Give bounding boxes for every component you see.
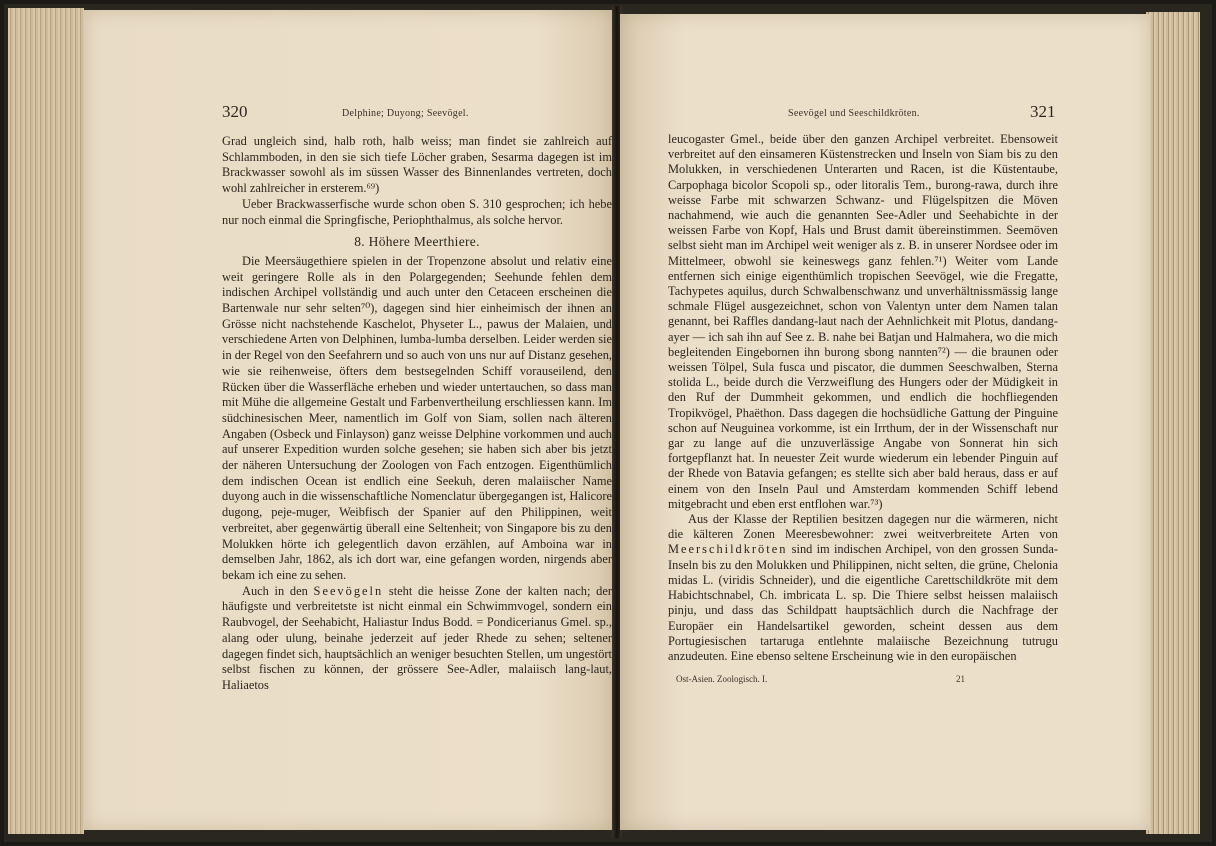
spaced-term-meerschildkroeten: Meerschildkröten <box>668 542 788 557</box>
spaced-term-seevoegeln: Seevögeln <box>313 583 384 598</box>
right-page-edges <box>1146 12 1200 834</box>
right-paragraph-1: leucogaster Gmel., beide über den ganzen Archipel verbreitet. Ebensoweit verbreitet auf den einsameren Küstenstrecken und Inseln von Siam bis zu den Molukken, in verschiedenen Unterarten und Racen, ist die Küstentaube, Carpophaga bicolor Scopoli sp., oder litoralis Tem., burong-rawa, durch ihre weisse Farbe mit schwarzen Schwanz- und Flügelspitzen die Möven nachahmend, wie auch die genannten See-Adler und Seehabichte in der weissen Farbe von Kopf, Hals und Brust damit übereinstimmen. Seemöven selbst sieht man im Archipel weit weniger als z. B. in unserer Nordsee oder im Mittelmeer, obwohl sie keineswegs ganz fehlen.⁷¹) Weiter vom Lande entfernen sich einige eigenthümlich tropischen Seevögel, wie die Fregatte, Tachypetes aquilus, durch Schwalbenschwanz und unverhältnissmässig lange schmale Flügel ausgezeichnet, schon von Valentyn unter dem Namen talan genannt, bei Raffles dandang-laut nach der Aehnlichkeit mit Plotus, dandang-ayer — ich sah ihn auf See z. B. nahe bei Batjan und Halmahera, wo die mich begleitenden Eingebornen ihn burong sbong nannten⁷²) — die braunen oder weissen Tölpel, Sula fusca und piscator, die dummen Seeschwalben, Sterna stolida L., beide durch die Verzweiflung des Hungers oder der Müdigkeit in den Ruf der Dummheit gekommen, und endlich die hochfliegenden Tropikvögel, Phaëthon. Dass dagegen die hochsüdliche Gattung der Pinguine schon auf Neuguinea vorkomme, ist ein Irrthum, der in der Wissenschaft nur gar zu lange auf die unzuverlässige Angabe von Sonnerat hin sich fortgepflanzt hat. In neuester Zeit wurde wiederum ein lebender Pinguin auf der Rhede von Batavia gefangen; es stellte sich aber bald heraus, dass er auf einem von den Inseln Paul und Amsterdam kommenden Schiff lebend mitgebracht und eben erst entflohen war.⁷³) <box>668 132 1058 511</box>
left-running-head <box>222 102 642 126</box>
right-paragraph-2-end: sind im indischen Archipel, von den grossen Sunda-Inseln bis zu den Molukken und Philippinen, nicht selten, die grüne, Chelonia midas L. (viridis Schneider), und die eigentliche Carettschildkröte mit dem Habichtschnabel, Ch. imbricata L. sp. Die Thiere selbst heissen malaiisch pinju, und dass das Schildpatt hauptsächlich durch die Nachfrage der Europäer ein Handelsartikel geworden, scheint dessen aus dem Portugiesischen tartaruga entlehnte malaiische Bezeichnung tutrugu anzudeuten. Eine ebenso seltene Erscheinung wie in den europäischen <box>668 542 1058 663</box>
left-paragraph-2: Ueber Brackwasserfische wurde schon oben S. 310 gesprochen; ich hebe nur noch einmal die Springfische, Periophthalmus, als solche hervor. <box>222 196 612 227</box>
right-page <box>620 14 1150 830</box>
left-paragraph-4 <box>222 584 612 694</box>
footer-signature: Ost-Asien. Zoologisch. I. <box>676 674 768 684</box>
footer-sheet-number: 21 <box>956 674 965 684</box>
right-paragraph-2 <box>668 512 1058 664</box>
right-text-block <box>668 132 1058 664</box>
right-paragraph-2-start: Aus der Klasse der Reptilien besitzen dagegen nur die wärmeren, nicht die kälteren Zonen Meeresbewohner: zwei weitverbreitete Arten von <box>668 512 1058 542</box>
left-page <box>84 10 614 830</box>
right-page-number: 321 <box>1030 102 1056 121</box>
left-running-title: Delphine; Duyong; Seevögel. <box>342 108 469 119</box>
right-running-title: Seevögel und Seeschildkröten. <box>788 108 920 119</box>
left-page-edges <box>8 8 84 834</box>
left-paragraph-1: Grad ungleich sind, halb roth, halb weiss; man findet sie zahlreich auf Schlammboden, in den sie sich tiefe Löcher graben, Sesarma dagegen ist im Brackwasser sowohl als im süssen Wasser des Binnenlandes vertreten, doch wohl zahlreicher in ersterem.⁶⁹) <box>222 134 612 196</box>
left-paragraph-4-start: Auch in den <box>242 583 314 598</box>
right-footer <box>676 674 1066 684</box>
left-paragraph-4-end: steht die heisse Zone der kalten nach; der häufigste und verbreitetste ist nicht einmal ein Schwimmvogel, sondern ein Raubvogel, der Seehabicht, Haliastur Indus Bodd. = Pondicerianus Gmel. sp., alang oder ulung, beinahe jederzeit auf jeder Rhede zu sehen; seltener dagegen findet sich, hauptsächlich an weniger besuchten Stellen, um ungestört selbst fischen zu können, der grössere See-Adler, malaiisch lang-laut, Haliaetos <box>222 583 612 692</box>
right-running-head <box>668 102 1088 126</box>
left-page-number: 320 <box>222 102 248 121</box>
section-heading: 8. Höhere Meerthiere. <box>354 234 480 250</box>
left-text-block <box>222 134 612 694</box>
left-paragraph-3: Die Meersäugethiere spielen in der Tropenzone absolut und relativ eine weit geringere Rolle als in den Polargegenden; Seehunde fehlen dem indischen Archipel vollständig und auch unter den Cetaceen erscheinen die Bartenwale nur sehr selten⁷⁰), dagegen sind hier einheimisch der ihnen an Grösse nicht nachstehende Kaschelot, Physeter L., pawus der Malaien, und verschiedene Arten von Delphinen, lumba-lumba derselben. Leider werden sie in der Regel von den Seefahrern und so auch von uns nur auf Distanz gesehen, wie sie reihenweise, öfters dem bestsegelnden Schiff vorauseilend, den Rücken über die Wasserfläche erheben und wieder untertauchen, so dass man mit Mühe die allgemeine Gestalt und Farbenvertheilung erschliessen kann. Im südchinesischen Meer, namentlich im Golf von Siam, sollen nach älteren Angaben (Osbeck und Finlayson) ganz weisse Delphine vorkommen und auch auf unserer Expedition wurden solche gesehen; sie haben sich aber bis jetzt der näheren Untersuchung der Zoologen von Fach entzogen. Eigenthümlich dem indischen Ocean ist endlich eine Seekuh, deren malaiischer Name duyong auch in die wissenschaftliche Nomenclatur übergegangen ist, Halicore dugong, peje-muger, Weibfisch der Spanier auf den Philippinen, weit verbreitet, aber gegenwärtig überall eine Seltenheit; von Singapore bis zu den Molukken hörte ich gelegentlich davon erzählen, auf Amboina war in demselben Jahr, 1862, als ich dort war, eine gefangen worden, nirgends aber bekam ich eine zu sehen. <box>222 253 612 582</box>
